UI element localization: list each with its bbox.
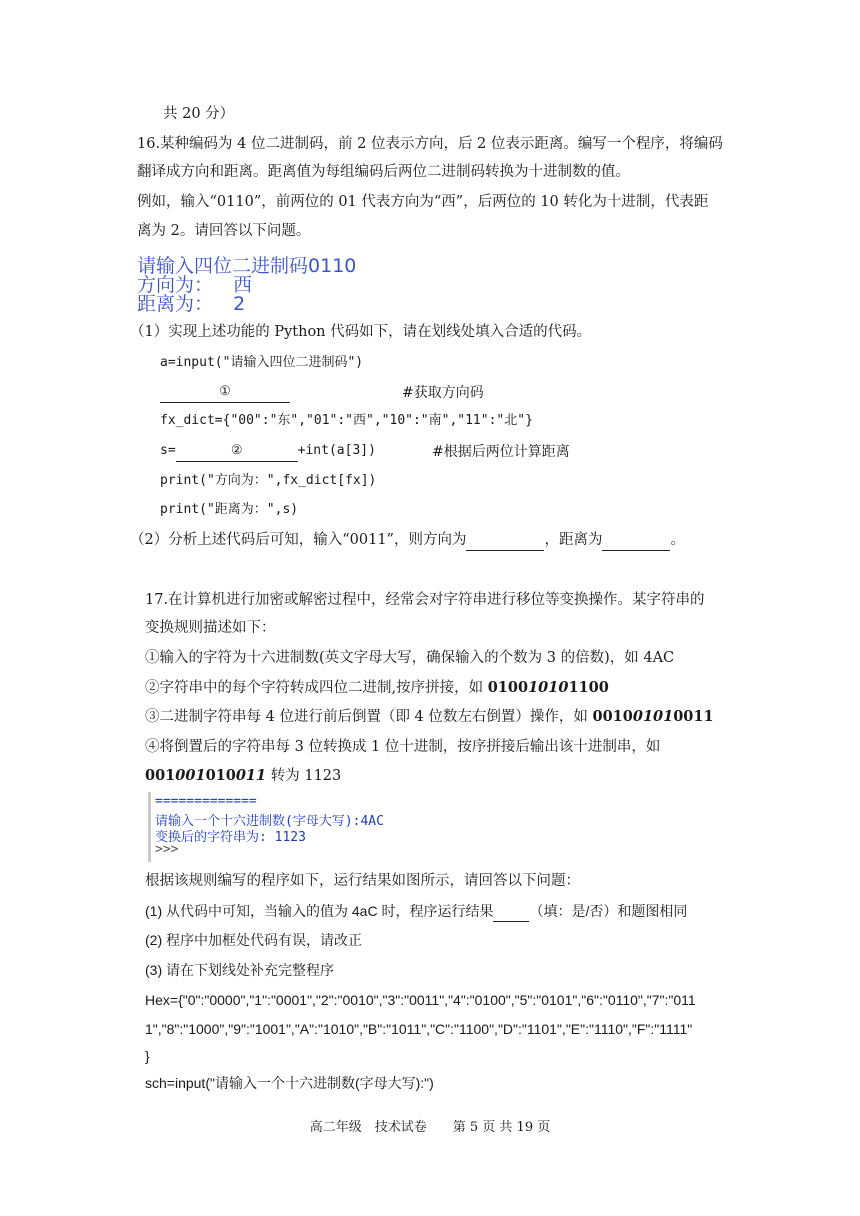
rule3-text: ③二进制字符串每 4 位进行前后倒置（即 4 位数左右倒置）操作，如 [145,709,593,725]
hex-dict-line2: 1","8":"1000","9":"1001","A":"1010","B":"1011","C":"1100","D":"1101","E":"1110","F":"1111" [145,1021,693,1037]
blank-2[interactable]: ② [176,441,298,462]
q16-sub2 [130,530,685,551]
sub2-text-b: ，距离为 [544,532,603,548]
q17-text-line2: 变换规则描述如下： [145,620,276,636]
output-prompt-value: 0110 [308,255,357,277]
q17-sub1 [145,901,687,922]
python-shell-screenshot [148,792,463,862]
hex-dict-line1: Hex={"0":"0000","1":"0001","2":"0010","3":"0011","4":"0100","5":"0101","6":"0110","7":"011 [145,992,696,1008]
q16-sub1: （1）实现上述功能的 Python 代码如下，请在划线处填入合适的代码。 [130,324,592,340]
sub2-text-a: （2）分析上述代码后可知，输入“0011”，则方向为 [130,532,467,548]
page-footer: 高二年级 技术试卷 第 5 页 共 19 页 [309,1120,551,1135]
output-direction-label: 方向为： [137,274,214,296]
output-prompt: 请输入四位二进制码 [137,255,309,277]
q16-text-line1: 16.某种编码为 4 位二进制码，前 2 位表示方向，后 2 位表示距离。编写一个程序，将编码 [137,136,723,152]
q16-text-line2: 翻译成方向和距离。距离值为每组编码后两位二进制码转换为十进制数的值。 [137,164,630,180]
q16-text-line4: 离为 2。请回答以下问题。 [137,223,311,239]
q17-rule-4-example [145,766,341,786]
output-direction-value: 西 [233,274,253,296]
rule4-bits-3: 010 [205,767,236,784]
q17-rule-1: ①输入的字符为十六进制数(英文字母大写，确保输入的个数为 3 的倍数)，如 4AC [145,650,675,666]
code-line-4 [160,441,376,462]
rule2-bits-2: 1010 [528,679,569,696]
q17-sub3: (3) 请在下划线处补充完整程序 [145,962,334,978]
hex-dict-line3: } [145,1048,150,1064]
code-comment-2: #根据后两位计算距离 [432,444,570,460]
shell-cursor: >>> [155,842,179,857]
q17-rule-3 [145,707,714,727]
code-line-1: a=input("请输入四位二进制码") [160,355,364,370]
sub2-text-c: 。 [670,532,685,548]
direction-answer-blank[interactable] [466,530,544,551]
output-distance-value: 2 [233,293,246,315]
rule4-result: 转为 1123 [266,768,342,784]
code-line-5: print("方向为：",fx_dict[fx]) [160,473,377,488]
sch-input-line: sch=input("请输入一个十六进制数(字母大写):") [145,1075,434,1091]
rule2-bits-1: 0100 [487,679,529,696]
distance-answer-blank[interactable] [602,530,670,551]
sub1-text-b: （填：是/否）和题图相同 [529,903,688,919]
q17-intro: 根据该规则编写的程序如下，运行结果如图所示，请回答以下问题： [145,873,580,889]
q17-text-line1: 17.在计算机进行加密或解密过程中，经常会对字符串进行移位等变换操作。某字符串的 [145,592,705,608]
rule4-bits-1: 001 [145,767,176,784]
blank-1[interactable]: ① [160,382,290,403]
rule3-bits-3: 0011 [673,708,714,725]
code-comment-1: #获取方向码 [402,385,484,401]
rule2-bits-3: 1100 [568,679,609,696]
shell-result: 变换后的字符串为: 1123 [155,830,306,845]
score-note: 共 20 分） [163,106,235,122]
q16-text-line3: 例如，输入“0110”，前两位的 01 代表方向为“西”，后两位的 10 转化为十进制，代表距 [137,194,709,210]
shell-separator: ============= [155,794,257,809]
rule4-bits-2: 001 [175,767,206,784]
rule2-text: ②字符串中的每个字符转成四位二进制,按序拼接，如 [145,680,488,696]
output-distance-label: 距离为： [137,293,214,315]
code-line-2 [160,382,290,403]
sub1-text-a: (1) 从代码中可知，当输入的值为 4aC 时，程序运行结果 [145,903,494,919]
rule4-bits-4: 011 [235,767,267,784]
rule3-bits-1: 0010 [592,708,633,725]
q17-rule-4: ④将倒置后的字符串每 3 位转换成 1 位十进制，按序拼接后输出该十进制串，如 [145,739,661,755]
sub1-answer-blank[interactable] [493,901,529,922]
rule3-bits-2: 0101 [632,708,674,725]
q17-rule-2 [145,678,609,698]
code-line-6: print("距离为：",s) [160,502,299,517]
shell-prompt: 请输入一个十六进制数(字母大写):4AC [155,814,384,829]
code-s-assign: s= [160,443,176,458]
code-int-a3: +int(a[3]) [297,443,376,458]
q17-sub2: (2) 程序中加框处代码有误，请改正 [145,932,362,948]
code-line-3: fx_dict={"00":"东","01":"西","10":"南","11":"北"} [160,413,533,428]
